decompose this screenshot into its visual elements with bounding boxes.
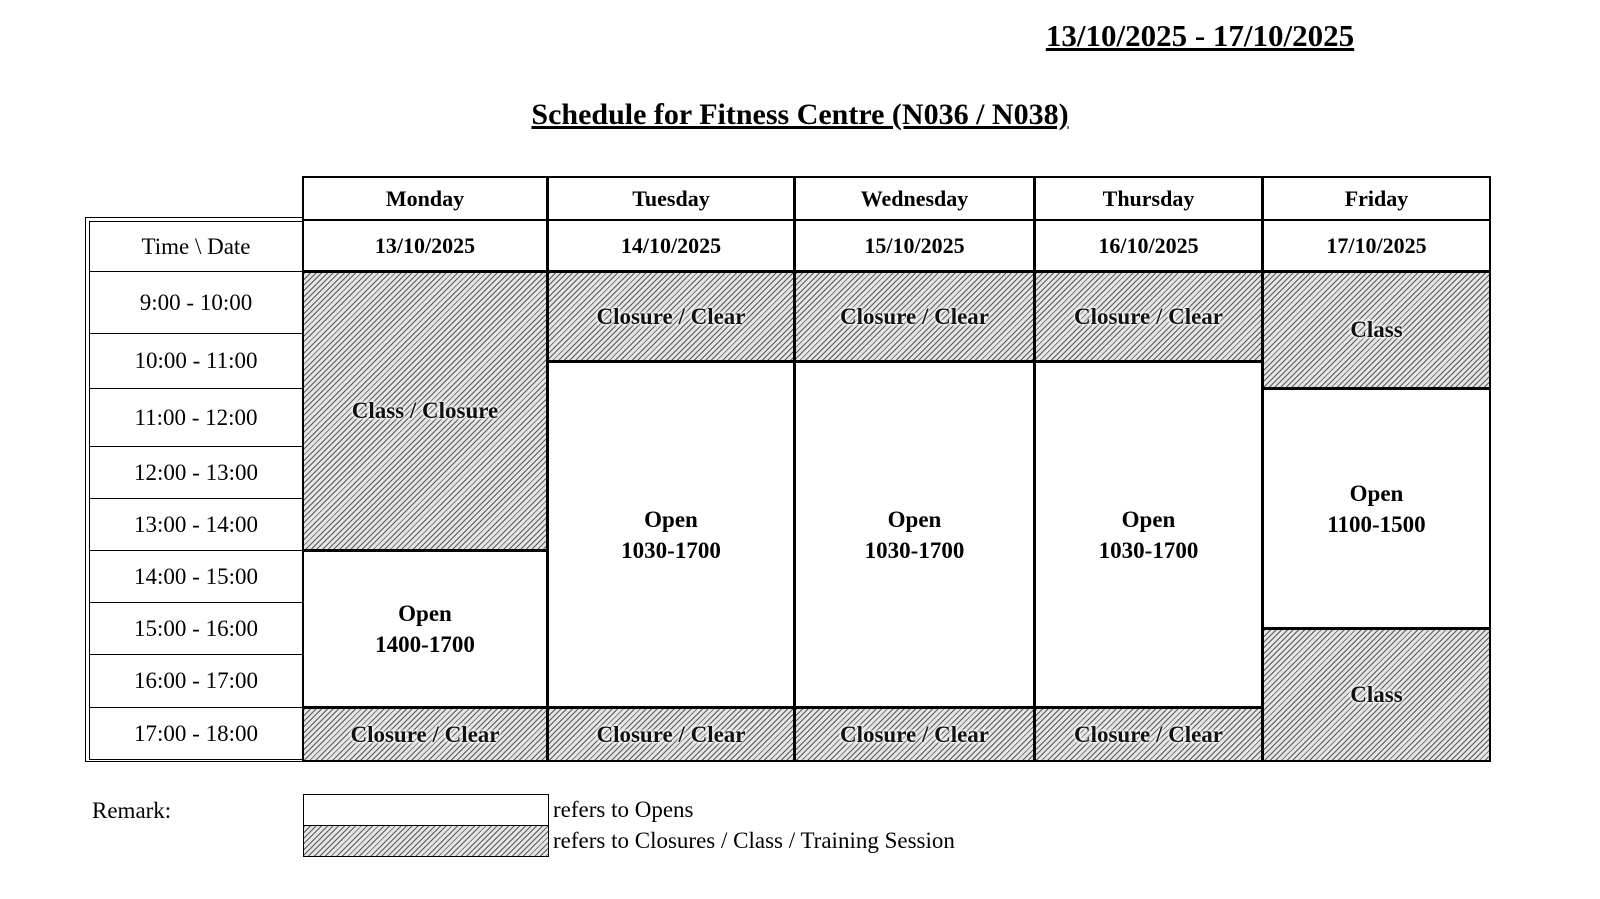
time-slot-text: 17:00 - 18:00	[134, 720, 258, 746]
legend-text-open: refers to Opens	[553, 797, 694, 822]
block-label: Class	[1350, 317, 1403, 342]
block-label: Closure / Clear	[839, 303, 990, 329]
time-slot-text: 11:00 - 12:00	[134, 404, 258, 430]
time-slot-text: 13:00 - 14:00	[134, 511, 258, 537]
day-name: Friday	[1344, 185, 1409, 211]
time-slot-text: 16:00 - 17:00	[134, 668, 258, 693]
open-label: Open	[1121, 506, 1176, 532]
page-title: Schedule for Fitness Centre (N036 / N038)	[531, 98, 1069, 131]
corner-label	[89, 221, 303, 272]
open-label: Open	[644, 506, 698, 532]
date-header-wednesday	[794, 219, 1035, 272]
time-slot-text: 12:00 - 13:00	[134, 459, 258, 485]
class-block	[1262, 271, 1491, 389]
time-slot	[89, 498, 303, 551]
time-slot	[89, 707, 303, 760]
open-block	[547, 361, 795, 708]
date-range-heading: 13/10/2025 - 17/10/2025	[1045, 18, 1355, 53]
closure-block	[547, 707, 795, 762]
date-text: 14/10/2025	[620, 232, 722, 258]
open-label: Open	[398, 601, 452, 626]
open-label: Open	[1349, 480, 1404, 506]
remark-label: Remark:	[92, 798, 172, 823]
block-label: Closure / Clear	[839, 721, 990, 747]
closure-block	[794, 271, 1035, 362]
day-name: Tuesday	[632, 185, 710, 211]
time-slot-text: 14:00 - 15:00	[134, 563, 258, 589]
open-hours: 1030-1700	[621, 537, 721, 563]
day-name: Monday	[385, 185, 465, 211]
date-header-thursday	[1034, 219, 1263, 272]
time-slot	[89, 446, 303, 499]
date-text: 16/10/2025	[1098, 232, 1199, 258]
closure-block	[547, 271, 795, 362]
class-block	[1262, 628, 1491, 762]
time-slot-text: 15:00 - 16:00	[134, 615, 258, 641]
date-text: 17/10/2025	[1326, 232, 1427, 258]
day-header-monday	[302, 176, 548, 221]
open-block	[794, 361, 1035, 708]
corner-label-text: Time \ Date	[141, 233, 251, 259]
closure-block	[1034, 271, 1263, 362]
time-slot	[89, 271, 303, 334]
time-slot	[89, 388, 303, 447]
date-header-tuesday	[547, 219, 795, 272]
closure-block	[302, 707, 548, 762]
legend-text-closure: refers to Closures / Class / Training Session	[553, 828, 955, 853]
closure-block	[302, 271, 548, 551]
open-label: Open	[887, 506, 942, 532]
legend-swatch-open	[303, 794, 549, 826]
open-hours: 1400-1700	[375, 632, 475, 657]
time-slot	[89, 333, 303, 389]
open-hours: 1100-1500	[1327, 511, 1426, 537]
time-slot-text: 10:00 - 11:00	[134, 348, 258, 373]
block-label: Closure / Clear	[350, 721, 500, 747]
date-header-friday	[1262, 219, 1491, 272]
block-label: Closure / Clear	[1073, 303, 1224, 329]
closure-block	[1034, 707, 1263, 762]
day-header-wednesday	[794, 176, 1035, 221]
day-header-friday	[1262, 176, 1491, 221]
date-header-monday	[302, 219, 548, 272]
legend-swatch-closure	[303, 825, 549, 857]
time-slot	[89, 654, 303, 708]
day-name: Thursday	[1102, 185, 1195, 211]
day-header-thursday	[1034, 176, 1263, 221]
block-label: Class / Closure	[351, 398, 499, 423]
block-label: Closure / Clear	[596, 721, 746, 747]
time-slot-text: 9:00 - 10:00	[139, 289, 253, 315]
open-block	[1262, 388, 1491, 629]
block-label: Closure / Clear	[596, 303, 746, 329]
open-block	[1034, 361, 1263, 708]
open-hours: 1030-1700	[1098, 537, 1199, 563]
date-text: 15/10/2025	[864, 232, 965, 258]
day-name: Wednesday	[860, 185, 969, 211]
day-header-tuesday	[547, 176, 795, 221]
closure-block	[794, 707, 1035, 762]
block-label: Closure / Clear	[1073, 721, 1224, 747]
open-block	[302, 550, 548, 708]
date-text: 13/10/2025	[374, 232, 476, 258]
time-slot	[89, 602, 303, 655]
time-slot	[89, 550, 303, 603]
block-label: Class	[1350, 682, 1403, 707]
open-hours: 1030-1700	[864, 537, 965, 563]
